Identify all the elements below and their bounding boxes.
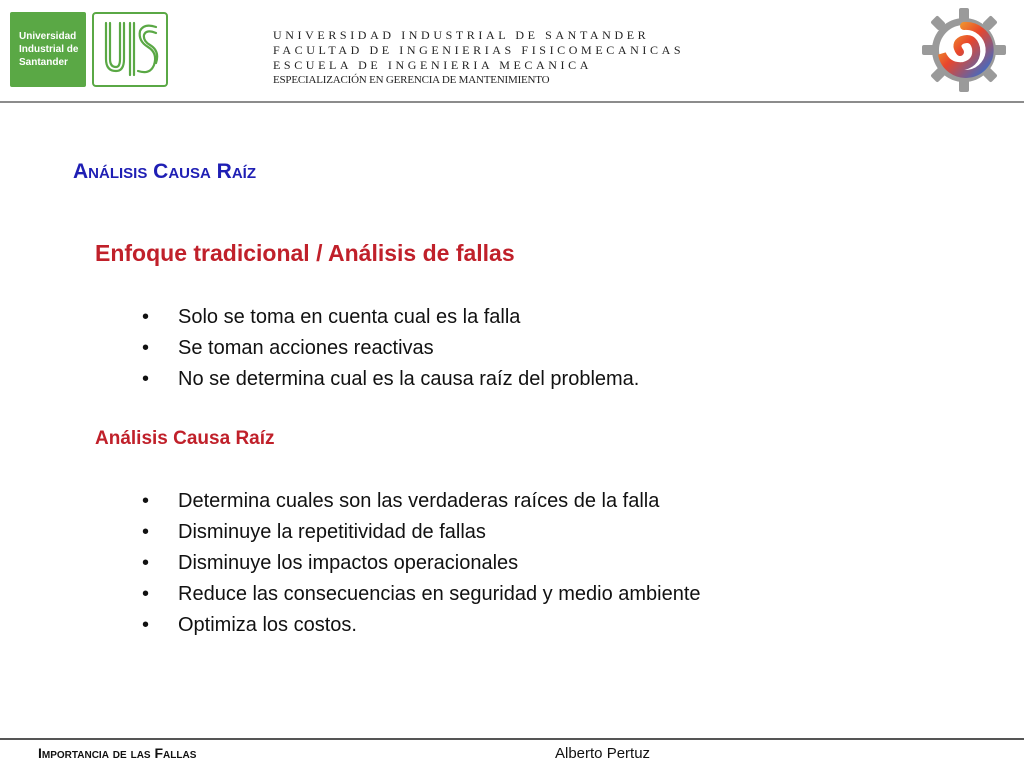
header-faculty: FACULTAD DE INGENIERIAS FISICOMECANICAS	[273, 43, 685, 57]
list-item: • Disminuye la repetitividad de fallas	[142, 517, 701, 548]
rca-benefits-list	[142, 486, 701, 641]
gear-logo-icon	[918, 4, 1010, 96]
header-university: UNIVERSIDAD INDUSTRIAL DE SANTANDER	[273, 28, 650, 42]
list-item: • Determina cuales son las verdaderas raíces de la falla	[142, 486, 701, 517]
list-item: • Disminuye los impactos operacionales	[142, 548, 701, 579]
list-item: • Solo se toma en cuenta cual es la falla	[142, 302, 639, 333]
list-item: • Se toman acciones reactivas	[142, 333, 639, 364]
university-logo-text	[10, 12, 86, 87]
logo-line-2: Industrial de	[19, 44, 79, 55]
footer-author: Alberto Pertuz	[555, 745, 651, 762]
header-specialization: ESPECIALIZACIÓN EN GERENCIA DE MANTENIMIENTO	[273, 74, 550, 86]
logo-line-3: Santander	[19, 57, 68, 68]
slide-subtitle: Enfoque tradicional / Análisis de fallas	[95, 240, 515, 266]
logo-line-1: Universidad	[19, 31, 77, 42]
uis-logo-mark	[92, 12, 168, 87]
list-item: • Optimiza los costos.	[142, 610, 701, 641]
footer-divider	[0, 738, 1024, 740]
list-item: • No se determina cual es la causa raíz del problema.	[142, 364, 639, 395]
list-item: • Reduce las consecuencias en seguridad y medio ambiente	[142, 579, 701, 610]
section-title: Análisis Causa Raíz	[73, 160, 257, 183]
uis-monogram-icon	[100, 19, 160, 81]
traditional-approach-list	[142, 302, 639, 395]
rca-subheading: Análisis Causa Raíz	[95, 428, 275, 449]
header-school: ESCUELA DE INGENIERIA MECANICA	[273, 58, 592, 72]
header-divider	[0, 101, 1024, 103]
institution-header	[273, 28, 684, 88]
footer-topic: Importancia de las Fallas	[38, 745, 197, 761]
